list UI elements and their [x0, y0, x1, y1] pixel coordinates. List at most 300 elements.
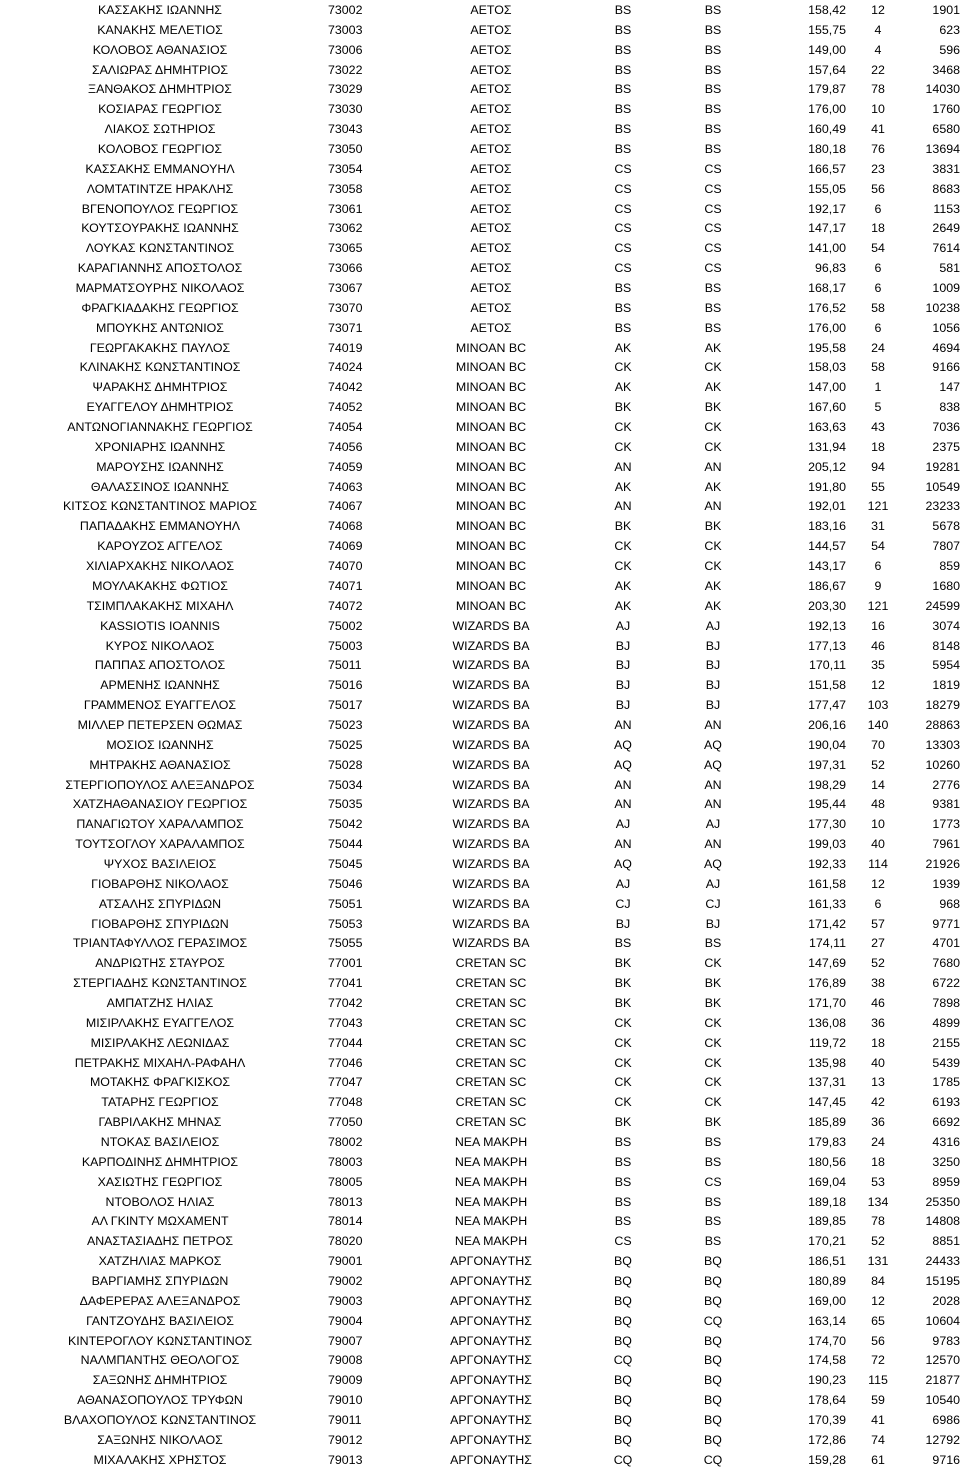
player-id-cell: 73067	[328, 281, 363, 296]
category-code-2-cell: BS	[704, 142, 722, 157]
player-id-cell: 79009	[328, 1373, 363, 1388]
games-count-cell: 4	[874, 42, 882, 57]
total-pins-cell: 9771	[932, 916, 960, 931]
games-count-cell: 6	[874, 201, 882, 216]
average-score-cell: 163,14	[808, 1313, 846, 1328]
average-score-cell: 167,60	[808, 400, 846, 415]
category-code-2-cell: BJ	[705, 638, 721, 653]
category-code-cell: CK	[614, 1015, 632, 1030]
total-pins-cell: 10549	[925, 479, 960, 494]
category-code-2-cell: AJ	[705, 876, 721, 891]
player-id-cell: 74019	[328, 340, 363, 355]
total-pins-cell: 4701	[932, 936, 960, 951]
games-count-cell: 58	[871, 360, 885, 375]
category-code-cell: BS	[614, 142, 632, 157]
club-name-cell: WIZARDS BA	[452, 638, 530, 653]
category-code-2-cell: CS	[704, 261, 722, 276]
player-id-cell: 77043	[328, 1015, 363, 1030]
club-name-cell: MINOAN BC	[455, 420, 527, 435]
games-count-cell: 9	[874, 578, 882, 593]
games-count-cell: 48	[871, 797, 885, 812]
total-pins-cell: 581	[939, 261, 960, 276]
games-count-cell: 18	[871, 221, 885, 236]
games-count-cell: 36	[871, 1015, 885, 1030]
club-name-cell: CRETAN SC	[455, 956, 527, 971]
club-name-cell: ΑΕΤΟΣ	[470, 22, 512, 37]
games-count-cell: 5	[874, 400, 882, 415]
table-row	[0, 279, 960, 299]
player-id-cell: 77041	[328, 976, 363, 991]
player-name-cell: ΑΡΜΕΝΗΣ ΙΩΑΝΝΗΣ	[100, 678, 220, 693]
player-id-cell: 75025	[328, 737, 363, 752]
category-code-2-cell: BK	[704, 976, 722, 991]
player-id-cell: 73006	[328, 42, 363, 57]
player-name-cell: ΛΟΥΚΑΣ ΚΩΝΣΤΑΝΤΙΝΟΣ	[85, 241, 235, 256]
games-count-cell: 6	[874, 261, 882, 276]
games-count-cell: 6	[874, 559, 882, 574]
player-id-cell: 74052	[328, 400, 363, 415]
category-code-2-cell: AK	[704, 578, 722, 593]
table-row	[0, 1054, 960, 1074]
total-pins-cell: 6986	[932, 1413, 960, 1428]
player-name-cell: ΑΛ ΓΚΙΝΤΥ ΜΩΧΑΜΕΝΤ	[91, 1214, 229, 1229]
club-name-cell: ΑΡΓΟΝΑΥΤΗΣ	[450, 1393, 532, 1408]
player-id-cell: 77044	[328, 1035, 363, 1050]
table-row	[0, 339, 960, 359]
category-code-cell: CS	[614, 161, 632, 176]
club-name-cell: ΑΕΤΟΣ	[470, 161, 512, 176]
player-name-cell: ΛΙΑΚΟΣ ΣΩΤΗΡΙΟΣ	[104, 122, 216, 137]
club-name-cell: MINOAN BC	[455, 360, 527, 375]
table-row	[0, 1292, 960, 1312]
category-code-cell: BJ	[615, 678, 631, 693]
club-name-cell: ΑΕΤΟΣ	[470, 3, 512, 17]
table-row	[0, 557, 960, 577]
table-row	[0, 1451, 960, 1471]
total-pins-cell: 968	[939, 896, 960, 911]
average-score-cell: 149,00	[808, 42, 846, 57]
category-code-2-cell: BQ	[704, 1254, 722, 1269]
games-count-cell: 78	[871, 82, 885, 97]
player-id-cell: 78020	[328, 1234, 363, 1249]
average-score-cell: 158,42	[808, 3, 846, 17]
category-code-cell: AQ	[614, 757, 632, 772]
games-count-cell: 121	[867, 499, 889, 514]
average-score-cell: 119,72	[809, 1035, 846, 1050]
table-row	[0, 577, 960, 597]
total-pins-cell: 7680	[932, 956, 960, 971]
player-id-cell: 77048	[328, 1095, 363, 1110]
average-score-cell: 155,75	[808, 22, 846, 37]
player-name-cell: ΚΑΡΠΟΔΙΝΗΣ ΔΗΜΗΤΡΙΟΣ	[81, 1154, 239, 1169]
average-score-cell: 163,63	[808, 420, 846, 435]
average-score-cell: 179,87	[808, 82, 846, 97]
category-code-2-cell: AQ	[704, 737, 722, 752]
total-pins-cell: 18279	[925, 698, 960, 713]
table-row	[0, 458, 960, 478]
games-count-cell: 54	[871, 539, 885, 554]
club-name-cell: ΑΡΓΟΝΑΥΤΗΣ	[450, 1333, 532, 1348]
table-row	[0, 776, 960, 796]
average-score-cell: 180,89	[808, 1274, 846, 1288]
player-name-cell: ΑΝΑΣΤΑΣΙΑΔΗΣ ΠΕΤΡΟΣ	[86, 1234, 234, 1249]
games-count-cell: 31	[871, 519, 885, 534]
games-count-cell: 55	[871, 479, 885, 494]
category-code-cell: AN	[614, 499, 632, 514]
category-code-cell: BS	[614, 42, 632, 57]
average-score-cell: 158,03	[808, 360, 846, 375]
category-code-2-cell: BS	[704, 320, 722, 335]
player-name-cell: ΓΙΟΒΑΡΘΗΣ ΝΙΚΟΛΑΟΣ	[91, 876, 229, 891]
player-name-cell: ΚΙΤΣΟΣ ΚΩΝΣΤΑΝΤΙΝΟΣ ΜΑΡΙΟΣ	[63, 499, 257, 514]
average-score-cell: 169,00	[808, 1293, 846, 1308]
category-code-2-cell: CQ	[703, 1313, 723, 1328]
games-count-cell: 18	[871, 439, 885, 454]
category-code-cell: BS	[614, 62, 632, 77]
club-name-cell: MINOAN BC	[455, 340, 527, 355]
table-row	[0, 934, 960, 954]
table-row	[0, 239, 960, 259]
player-id-cell: 74070	[328, 559, 363, 574]
category-code-cell: AK	[614, 340, 632, 355]
average-score-cell: 177,47	[808, 698, 846, 713]
category-code-cell: BQ	[614, 1254, 632, 1269]
player-id-cell: 73062	[328, 221, 363, 236]
player-id-cell: 75034	[328, 777, 363, 792]
average-score-cell: 205,12	[808, 459, 846, 474]
total-pins-cell: 8683	[932, 181, 960, 196]
club-name-cell: WIZARDS BA	[452, 757, 530, 772]
category-code-cell: CS	[614, 201, 632, 216]
club-name-cell: ΑΕΤΟΣ	[470, 82, 512, 97]
player-name-cell: ΣΑΞΩΝΗΣ ΝΙΚΟΛΑΟΣ	[97, 1432, 223, 1447]
category-code-cell: CK	[614, 1095, 632, 1110]
player-name-cell: ΓΡΑΜΜΕΝΟΣ ΕΥΑΓΓΕΛΟΣ	[83, 698, 237, 713]
club-name-cell: ΑΡΓΟΝΑΥΤΗΣ	[450, 1452, 532, 1467]
category-code-cell: CK	[614, 1035, 632, 1050]
games-count-cell: 12	[871, 876, 885, 891]
table-row	[0, 736, 960, 756]
category-code-cell: BQ	[614, 1333, 632, 1348]
category-code-2-cell: BS	[704, 1194, 722, 1209]
total-pins-cell: 1760	[932, 102, 960, 117]
average-score-cell: 174,11	[809, 936, 846, 951]
club-name-cell: ΑΕΤΟΣ	[470, 42, 512, 57]
table-row	[0, 438, 960, 458]
category-code-cell: AN	[614, 777, 632, 792]
table-row	[0, 815, 960, 835]
club-name-cell: MINOAN BC	[455, 439, 527, 454]
total-pins-cell: 12792	[925, 1432, 960, 1447]
table-row	[0, 1173, 960, 1193]
category-code-2-cell: BS	[704, 936, 722, 951]
total-pins-cell: 21926	[925, 856, 960, 871]
player-name-cell: ΤΑΤΑΡΗΣ ΓΕΩΡΓΙΟΣ	[101, 1095, 219, 1110]
average-score-cell: 170,11	[809, 658, 846, 673]
average-score-cell: 198,29	[808, 777, 846, 792]
category-code-cell: BQ	[614, 1373, 632, 1388]
category-code-2-cell: BQ	[704, 1293, 722, 1308]
average-score-cell: 179,83	[808, 1134, 846, 1149]
games-count-cell: 94	[871, 459, 885, 474]
player-name-cell: ΜΟΥΛΑΚΑΚΗΣ ΦΩΤΙΟΣ	[92, 578, 228, 593]
total-pins-cell: 14030	[925, 82, 960, 97]
average-score-cell: 166,57	[808, 161, 846, 176]
category-code-2-cell: BS	[704, 1154, 722, 1169]
player-id-cell: 75023	[328, 717, 363, 732]
category-code-cell: BS	[614, 281, 632, 296]
games-count-cell: 13	[871, 1075, 885, 1090]
player-name-cell: ΝΤΟΒΟΛΟΣ ΗΛΙΑΣ	[105, 1194, 215, 1209]
games-count-cell: 140	[867, 717, 889, 732]
games-count-cell: 56	[871, 181, 885, 196]
player-id-cell: 74072	[328, 598, 363, 613]
category-code-cell: BJ	[615, 658, 631, 673]
category-code-2-cell: CS	[704, 241, 722, 256]
category-code-2-cell: CQ	[703, 1452, 723, 1467]
club-name-cell: WIZARDS BA	[452, 916, 530, 931]
games-count-cell: 12	[871, 3, 885, 17]
category-code-cell: BQ	[614, 1432, 632, 1447]
average-score-cell: 190,04	[808, 737, 846, 752]
games-count-cell: 52	[871, 956, 885, 971]
total-pins-cell: 21877	[925, 1373, 960, 1388]
player-id-cell: 73030	[328, 102, 363, 117]
category-code-cell: CS	[614, 221, 632, 236]
total-pins-cell: 6580	[932, 122, 960, 137]
club-name-cell: WIZARDS BA	[452, 856, 530, 871]
player-id-cell: 79008	[328, 1353, 363, 1368]
ranking-table-body	[0, 1, 960, 1471]
category-code-2-cell: BQ	[704, 1353, 722, 1368]
average-score-cell: 206,16	[808, 717, 846, 732]
total-pins-cell: 1785	[932, 1075, 960, 1090]
games-count-cell: 52	[871, 1234, 885, 1249]
player-id-cell: 73022	[328, 62, 363, 77]
category-code-2-cell: CK	[704, 956, 722, 971]
player-name-cell: ΚΑΣΣΑΚΗΣ ΙΩΑΝΝΗΣ	[98, 3, 222, 17]
table-row	[0, 835, 960, 855]
total-pins-cell: 1153	[933, 201, 960, 216]
table-row	[0, 120, 960, 140]
total-pins-cell: 1680	[932, 578, 960, 593]
table-row	[0, 358, 960, 378]
average-score-cell: 176,89	[808, 976, 846, 991]
average-score-cell: 161,58	[808, 876, 846, 891]
player-name-cell: ΜΟΣΙΟΣ ΙΩΑΝΝΗΣ	[106, 737, 214, 752]
total-pins-cell: 8851	[932, 1234, 960, 1249]
player-name-cell: ΚΟΛΟΒΟΣ ΓΕΩΡΓΙΟΣ	[97, 142, 223, 157]
games-count-cell: 121	[867, 598, 889, 613]
games-count-cell: 57	[871, 916, 885, 931]
table-row	[0, 398, 960, 418]
total-pins-cell: 1819	[932, 678, 960, 693]
average-score-cell: 174,70	[808, 1333, 846, 1348]
average-score-cell: 190,23	[808, 1373, 846, 1388]
table-row	[0, 1034, 960, 1054]
table-row	[0, 517, 960, 537]
average-score-cell: 191,80	[808, 479, 846, 494]
games-count-cell: 58	[871, 300, 885, 315]
club-name-cell: WIZARDS BA	[452, 777, 530, 792]
average-score-cell: 155,05	[808, 181, 846, 196]
table-row	[0, 1351, 960, 1371]
games-count-cell: 56	[871, 1333, 885, 1348]
category-code-cell: CK	[614, 439, 632, 454]
total-pins-cell: 13694	[925, 142, 960, 157]
average-score-cell: 147,00	[808, 380, 846, 395]
player-name-cell: ΜΗΤΡΑΚΗΣ ΑΘΑΝΑΣΙΟΣ	[89, 757, 231, 772]
club-name-cell: WIZARDS BA	[452, 618, 530, 633]
club-name-cell: MINOAN BC	[455, 598, 527, 613]
total-pins-cell: 4316	[932, 1134, 960, 1149]
player-name-cell: ΧΡΟΝΙΑΡΗΣ ΙΩΑΝΝΗΣ	[94, 439, 226, 454]
player-name-cell: ΘΑΛΑΣΣΙΝΟΣ ΙΩΑΝΝΗΣ	[90, 479, 230, 494]
player-name-cell: ΜΙΧΑΛΑΚΗΣ ΧΡΗΣΤΟΣ	[93, 1452, 227, 1467]
total-pins-cell: 7614	[932, 241, 960, 256]
player-name-cell: ΨΥΧΟΣ ΒΑΣΙΛΕΙΟΣ	[103, 856, 217, 871]
category-code-2-cell: BS	[704, 1214, 722, 1229]
average-score-cell: 168,17	[808, 281, 846, 296]
club-name-cell: ΑΕΤΟΣ	[470, 201, 512, 216]
games-count-cell: 4	[874, 22, 882, 37]
average-score-cell: 189,85	[808, 1214, 846, 1229]
player-name-cell: ΑΘΑΝΑΣΟΠΟΥΛΟΣ ΤΡΥΦΩΝ	[77, 1393, 243, 1408]
category-code-2-cell: CS	[704, 181, 722, 196]
average-score-cell: 171,42	[808, 916, 846, 931]
average-score-cell: 143,17	[808, 559, 846, 574]
player-id-cell: 77050	[328, 1115, 363, 1130]
average-score-cell: 170,39	[808, 1413, 846, 1428]
category-code-2-cell: BK	[704, 995, 722, 1010]
player-id-cell: 73029	[328, 82, 363, 97]
player-id-cell: 74059	[328, 459, 363, 474]
player-name-cell: ΚΥΡΟΣ ΝΙΚΟΛΑΟΣ	[105, 638, 215, 653]
table-row	[0, 696, 960, 716]
player-id-cell: 75035	[328, 797, 363, 812]
table-row	[0, 875, 960, 895]
games-count-cell: 18	[871, 1035, 885, 1050]
category-code-2-cell: AK	[704, 380, 722, 395]
total-pins-cell: 7807	[932, 539, 960, 554]
player-name-cell: ΤΡΙΑΝΤΑΦΥΛΛΟΣ ΓΕΡΑΣΙΜΟΣ	[72, 936, 248, 951]
average-score-cell: 157,64	[808, 62, 846, 77]
category-code-cell: BK	[614, 519, 632, 534]
games-count-cell: 46	[871, 638, 885, 653]
category-code-2-cell: AK	[704, 479, 722, 494]
table-row	[0, 1153, 960, 1173]
club-name-cell: ΝΕΑ ΜΑΚΡΗ	[454, 1134, 528, 1149]
club-name-cell: CRETAN SC	[455, 1015, 527, 1030]
total-pins-cell: 10540	[925, 1393, 960, 1408]
category-code-2-cell: BK	[704, 519, 722, 534]
games-count-cell: 65	[871, 1313, 885, 1328]
total-pins-cell: 9381	[932, 797, 960, 812]
club-name-cell: CRETAN SC	[455, 1075, 527, 1090]
total-pins-cell: 8959	[932, 1174, 960, 1189]
club-name-cell: ΑΕΤΟΣ	[470, 300, 512, 315]
table-row	[0, 21, 960, 41]
player-id-cell: 74068	[328, 519, 363, 534]
player-name-cell: ΑΝΤΩΝΟΓΙΑΝΝΑΚΗΣ ΓΕΩΡΓΙΟΣ	[67, 420, 253, 435]
club-name-cell: MINOAN BC	[455, 380, 527, 395]
table-row	[0, 219, 960, 239]
player-name-cell: ΨΑΡΑΚΗΣ ΔΗΜΗΤΡΙΟΣ	[92, 380, 228, 395]
games-count-cell: 61	[871, 1452, 885, 1467]
club-name-cell: WIZARDS BA	[452, 936, 530, 951]
player-name-cell: ΒΓΕΝΟΠΟΥΛΟΣ ΓΕΩΡΓΙΟΣ	[81, 201, 239, 216]
games-count-cell: 46	[871, 995, 885, 1010]
games-count-cell: 18	[871, 1154, 885, 1169]
category-code-cell: CK	[614, 360, 632, 375]
total-pins-cell: 23233	[925, 499, 960, 514]
category-code-2-cell: CK	[704, 559, 722, 574]
table-row	[0, 974, 960, 994]
table-row	[0, 537, 960, 557]
games-count-cell: 6	[874, 320, 882, 335]
category-code-2-cell: CK	[704, 1095, 722, 1110]
player-id-cell: 73002	[328, 3, 363, 17]
category-code-2-cell: BJ	[705, 658, 721, 673]
total-pins-cell: 5678	[932, 519, 960, 534]
total-pins-cell: 24599	[925, 598, 960, 613]
games-count-cell: 84	[871, 1274, 885, 1288]
table-row	[0, 1411, 960, 1431]
table-row	[0, 140, 960, 160]
total-pins-cell: 13303	[925, 737, 960, 752]
club-name-cell: WIZARDS BA	[452, 698, 530, 713]
category-code-2-cell: CK	[704, 1035, 722, 1050]
player-id-cell: 74056	[328, 439, 363, 454]
category-code-cell: CQ	[613, 1353, 633, 1368]
category-code-cell: BK	[614, 1115, 632, 1130]
total-pins-cell: 1773	[932, 817, 960, 832]
club-name-cell: WIZARDS BA	[452, 817, 530, 832]
table-row	[0, 1371, 960, 1391]
category-code-2-cell: CK	[704, 420, 722, 435]
player-name-cell: ΜΙΣΙΡΛΑΚΗΣ ΕΥΑΓΓΕΛΟΣ	[85, 1015, 235, 1030]
player-id-cell: 79002	[328, 1274, 363, 1288]
category-code-cell: AJ	[615, 876, 631, 891]
table-row	[0, 378, 960, 398]
club-name-cell: ΑΡΓΟΝΑΥΤΗΣ	[450, 1373, 532, 1388]
player-id-cell: 74024	[328, 360, 363, 375]
table-row	[0, 716, 960, 736]
category-code-cell: BK	[614, 976, 632, 991]
player-id-cell: 79007	[328, 1333, 363, 1348]
category-code-2-cell: CS	[704, 1174, 722, 1189]
category-code-cell: BJ	[615, 916, 631, 931]
average-score-cell: 197,31	[808, 757, 846, 772]
table-row	[0, 478, 960, 498]
player-name-cell: ΓΑΝΤΖΟΥΔΗΣ ΒΑΣΙΛΕΙΟΣ	[86, 1313, 234, 1328]
category-code-cell: BS	[614, 1134, 632, 1149]
games-count-cell: 53	[871, 1174, 885, 1189]
average-score-cell: 192,01	[808, 499, 846, 514]
average-score-cell: 180,18	[808, 142, 846, 157]
average-score-cell: 180,56	[808, 1154, 846, 1169]
club-name-cell: ΑΕΤΟΣ	[470, 261, 512, 276]
category-code-2-cell: CS	[704, 201, 722, 216]
average-score-cell: 147,17	[808, 221, 846, 236]
club-name-cell: ΑΕΤΟΣ	[470, 122, 512, 137]
player-id-cell: 75002	[328, 618, 363, 633]
category-code-cell: BS	[614, 22, 632, 37]
player-name-cell: ΝΤΟΚΑΣ ΒΑΣΙΛΕΙΟΣ	[100, 1134, 220, 1149]
player-id-cell: 73050	[328, 142, 363, 157]
table-row	[0, 418, 960, 438]
club-name-cell: WIZARDS BA	[452, 717, 530, 732]
